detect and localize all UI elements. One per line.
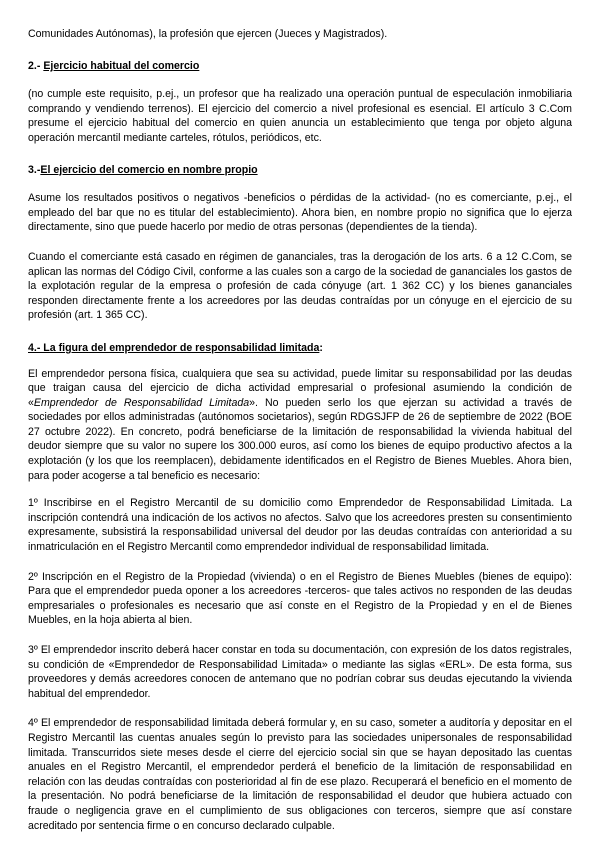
section-4-colon: :	[319, 341, 323, 354]
paragraph-own-name: Asume los resultados positivos o negativos -beneficios o pérdidas de la actividad- (no es comerciante, p.ej., el empleado del bar que no es titular del establecimiento). Ahora bien, en nombre propio no significa que lo ejerza directamente, sino que puede hacerlo por medio de otras personas (dependientes de la tienda).	[28, 192, 572, 234]
paragraph-erl-intro	[28, 367, 572, 484]
paragraph-erl-intro-part2: ». No pueden serlo los que ejerzan su actividad a través de sociedades por ellos administradas (autónomos societarios), según RDGSJFP de 26 de septiembre de 2022 (BOE 27 octubre 2022). En concreto, podrá beneficiarse de la limitación de responsabilidad la vivienda habitual del deudor siempre que su valor no supere los 300.000 euros, así como los bienes de equipo productivo afectos a la explotación (y los que los reemplacen), debidamente identificados en el Registro de Bienes Muebles. Ahora bien, para poder acogerse a tal beneficio es necesario:	[28, 396, 572, 482]
paragraph-erl-intro-part1: El emprendedor persona física, cualquiera que sea su actividad, puede limitar su responsabilidad por las deudas que traigan causa del ejercicio de dicha actividad empresarial o profesional asumiendo la condición de «	[28, 367, 572, 409]
paragraph-requirement-3: 3º El emprendedor inscrito deberá hacer constar en toda su documentación, con expresión de los datos registrales, su condición de «Emprendedor de Responsabilidad Limitada» o mediante las siglas «ERL». De esta forma, sus proveedores y demás acreedores conocen de antemano que no podrían cobrar sus deudas ejecutando la vivienda habitual del emprendedor.	[28, 644, 572, 700]
section-3-title: El ejercicio del comercio en nombre propio	[40, 163, 258, 176]
section-3-number: 3.-	[28, 163, 41, 176]
section-heading-2	[28, 59, 572, 74]
paragraph-requirement-2: 2º Inscripción en el Registro de la Propiedad (vivienda) o en el Registro de Bienes Muebles (bienes de equipo): Para que el emprendedor pueda oponer a los acreedores -terceros- que tales activos no responden de las deudas empresariales o profesionales es necesario que así conste en el Registro de la Propiedad y en el de Bienes Muebles, en la hoja abierta al bien.	[28, 570, 572, 627]
paragraph-intro-continuation: Comunidades Autónomas), la profesión que ejercen (Jueces y Magistrados).	[28, 28, 388, 40]
section-4-title: 4.- La figura del emprendedor de responsabilidad limitada	[28, 341, 320, 354]
section-2-number: 2.-	[28, 59, 41, 72]
paragraph-erl-intro-emphasis: Emprendedor de Responsabilidad Limitada	[33, 396, 250, 409]
paragraph-habitual-commerce: (no cumple este requisito, p.ej., un profesor que ha realizado una operación puntual de especulación inmobiliaria comprando y vendiendo terrenos). El ejercicio del comercio a nivel profesional es esencial. El artículo 3 C.Com presume el ejercicio habitual del comercio en quien anuncia un establecimiento que tenga por objeto alguna operación mercantil mediante carteles, rótulos, periódicos, etc.	[28, 88, 572, 144]
section-2-title: Ejercicio habitual del comercio	[43, 59, 200, 72]
paragraph-marital-regime: Cuando el comerciante está casado en régimen de gananciales, tras la derogación de los arts. 6 a 12 C.Com, se aplican las normas del Código Civil, conforme a las cuales son a cargo de la sociedad de gananciales los gastos de la explotación regular de la empresa o profesión de cada cónyuge (art. 1 362 CC) y los bienes gananciales responden directamente frente a los acreedores por las deudas contraídas por un cónyuge en el ejercicio de su profesión (art. 1 365 CC).	[28, 250, 572, 322]
paragraph-requirement-1: 1º Inscribirse en el Registro Mercantil de su domicilio como Emprendedor de Responsabilidad Limitada. La inscripción contendrá una indicación de los activos no afectos. Salvo que los acreedores presten su consentimiento expresamente, subsistirá la responsabilidad universal del deudor por las deudas contraídas con anterioridad a su inmatriculación en el Registro Mercantil como emprendedor individual de responsabilidad limitada.	[28, 497, 572, 554]
paragraph-requirement-4: 4º El emprendedor de responsabilidad limitada deberá formular y, en su caso, someter a auditoría y depositar en el Registro Mercantil las cuentas anuales según lo previsto para las sociedades unipersonales de responsabilidad limitada. Transcurridos siete meses desde el cierre del ejercicio social sin que se hayan depositado las cuentas anuales en el Registro Mercantil, el emprendedor perderá el beneficio de la limitación de responsabilidad en relación con las deudas contraídas con posterioridad al fin de ese plazo. Recuperará el beneficio en el momento de la presentación. No podrá beneficiarse de la limitación de responsabilidad el deudor que hubiera actuado con fraude o negligencia grave en el cumplimiento de sus obligaciones con terceros, siempre que así constare acreditado por sentencia firme o en concurso declarado culpable.	[28, 717, 572, 832]
section-heading-3	[28, 163, 572, 178]
document-page	[28, 0, 572, 833]
section-heading-4	[28, 341, 572, 356]
